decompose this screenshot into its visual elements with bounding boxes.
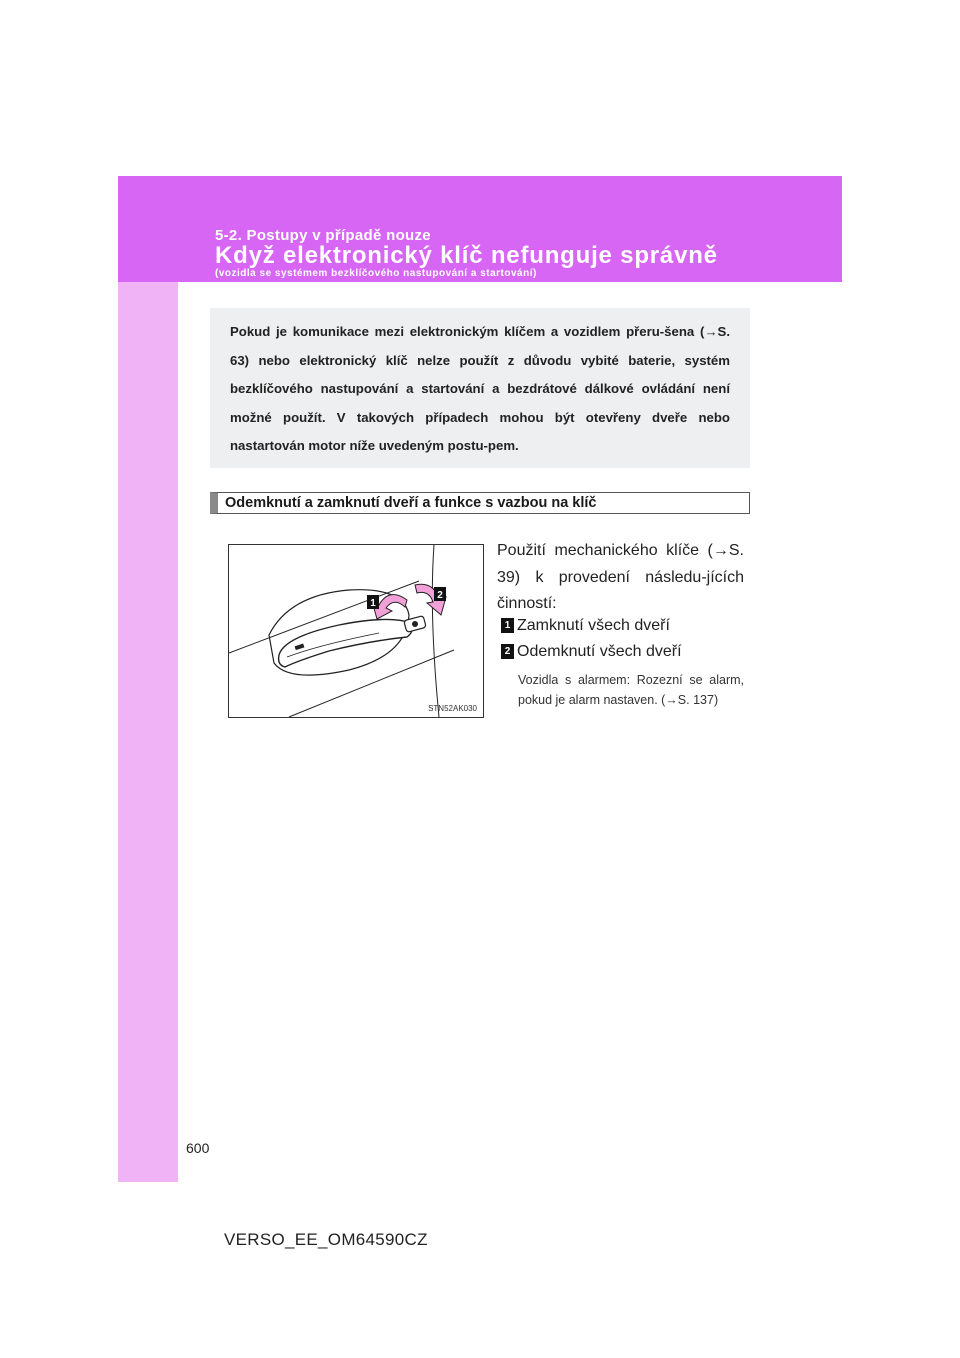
page-subtitle: (vozidla se systémem bezklíčového nastupování a startování) [215,268,537,279]
page-number: 600 [186,1140,210,1156]
document-code: VERSO_EE_OM64590CZ [224,1230,428,1249]
page-title: Když elektronický klíč nefunguje správně [215,242,718,269]
step-1-badge: 1 [501,618,514,633]
callout-2-label: 2 [437,590,443,601]
door-handle-figure [228,544,484,718]
figure-code: STN52AK030 [428,704,477,713]
alarm-note-text: Vozidla s alarmem: Rozezní se alarm, pokud je alarm nastaven. (→S. 137) [518,673,744,707]
step-lock [501,617,670,635]
step-1-label: Zamknutí všech dveří [517,617,670,634]
callout-1-label: 1 [370,598,376,609]
door-handle-illustration [229,545,483,717]
intro-text: Pokud je komunikace mezi elektronickým klíčem a vozidlem přeru-šena (→S. 63) nebo elektronický klíč nelze použít z důvodu vybité baterie, systém bezklíčového nastupování a startování a bezdrátové dálkové ovládání není možné použít. V takových případech mohou být otevřeny dveře nebo nastartován motor níže uvedeným postu-pem. [230,324,730,453]
sub-heading: Odemknutí a zamknutí dveří a funkce s vazbou na klíč [210,492,750,514]
section-label: 5-2. Postupy v případě nouze [215,227,431,244]
instruction-text: Použití mechanického klíče (→S. 39) k provedení následu-jících činností: [497,542,744,612]
alarm-note [518,670,744,710]
intro-box [210,308,750,468]
side-tab-strip [118,176,178,1182]
step-2-label: Odemknutí všech dveří [517,643,682,660]
instruction-paragraph [497,538,744,618]
step-2-badge: 2 [501,644,514,659]
step-unlock [501,643,682,661]
